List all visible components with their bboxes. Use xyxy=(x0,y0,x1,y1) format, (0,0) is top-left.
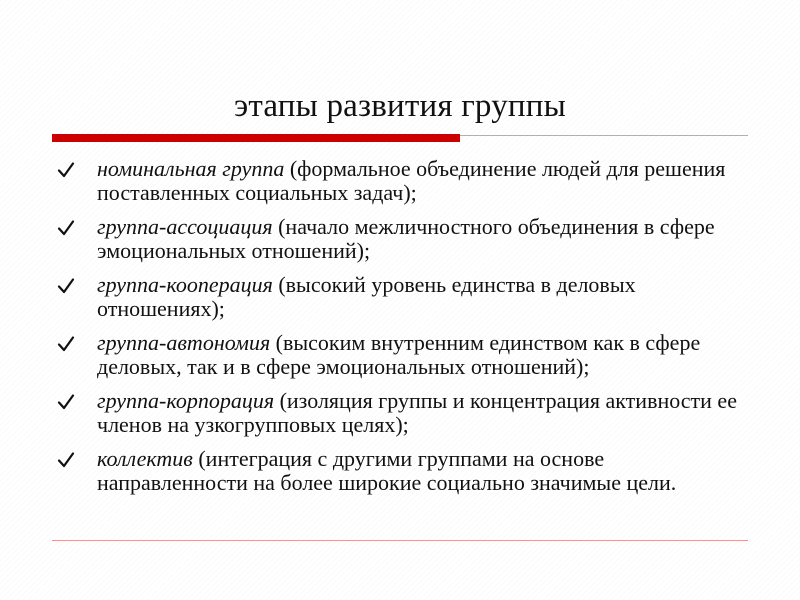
checkmark-icon xyxy=(57,219,75,237)
stage-description: (начало межличностного объединения в сфере эмоциональных отношений); xyxy=(97,214,715,263)
stage-description: (высокий уровень единства в деловых отношениях); xyxy=(97,272,636,321)
stage-term: номинальная группа xyxy=(97,156,285,181)
checkmark-icon xyxy=(57,161,75,179)
list-item xyxy=(55,215,755,263)
title-divider-accent xyxy=(52,134,460,142)
list-item xyxy=(55,157,755,205)
bottom-divider xyxy=(52,540,748,541)
checkmark-icon xyxy=(57,451,75,469)
checkmark-icon xyxy=(57,335,75,353)
list-item xyxy=(55,447,755,495)
checkmark-icon xyxy=(57,277,75,295)
stages-list xyxy=(55,157,755,505)
checkmark-icon xyxy=(57,393,75,411)
stage-description: (высоким внутренним единством как в сфере деловых, так и в сфере эмоциональных отношений); xyxy=(97,330,701,379)
list-item xyxy=(55,331,755,379)
stage-term: группа-корпорация xyxy=(97,388,275,413)
stage-term: коллектив xyxy=(97,446,193,471)
stage-term: группа-кооперация xyxy=(97,272,273,297)
stage-description: (интеграция с другими группами на основе направленности на более широкие социально значимые цели. xyxy=(97,446,677,495)
list-item xyxy=(55,389,755,437)
list-item xyxy=(55,273,755,321)
slide-title: этапы развития группы xyxy=(233,88,566,124)
stage-term: группа-автономия xyxy=(97,330,271,355)
stage-description: (формальное объединение людей для решения поставленных социальных задач); xyxy=(97,156,726,205)
stage-description: (изоляция группы и концентрация активности ее членов на узкогрупповых целях); xyxy=(97,388,737,437)
stage-term: группа-ассоциация xyxy=(97,214,273,239)
